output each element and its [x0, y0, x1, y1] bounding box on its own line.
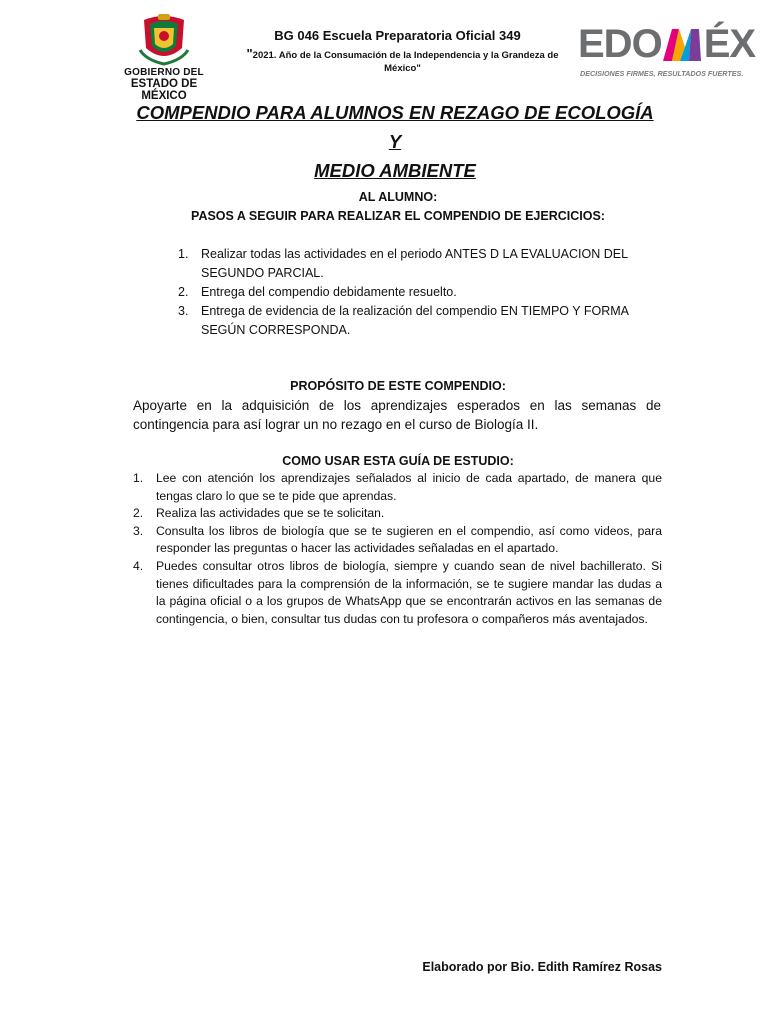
title-line1: COMPENDIO PARA ALUMNOS EN REZAGO DE ECOLOGÍA Y — [136, 102, 654, 152]
instructions-heading-line1: AL ALUMNO: — [358, 190, 438, 204]
document-title — [130, 98, 660, 185]
list-item — [133, 523, 662, 558]
year-motto-text: 2021. Año de la Consumación de la Independencia y la Grandeza de México" — [252, 50, 559, 74]
list-item — [178, 245, 663, 283]
list-item-text: Lee con atención los aprendizajes señalados al inicio de cada apartado, de manera que tengas claro lo que se te pide que aprendas. — [156, 471, 662, 503]
author-credit: Elaborado por Bio. Edith Ramírez Rosas — [422, 960, 662, 974]
guide-list — [133, 470, 662, 628]
list-item — [133, 558, 662, 628]
list-item-number: 2. — [133, 506, 144, 521]
edomex-left-text: EDO — [578, 22, 662, 66]
list-item-text: Entrega de evidencia de la realización del compendio EN TIEMPO Y FORMA SEGÚN CORRESPONDA. — [201, 304, 629, 337]
list-item-number: 3. — [133, 523, 144, 538]
purpose-heading: PROPÓSITO DE ESTE COMPENDIO: — [290, 379, 506, 393]
list-item-number: 1. — [178, 247, 189, 261]
list-item — [178, 302, 663, 340]
title-line2: MEDIO AMBIENTE — [314, 160, 476, 181]
school-name: BG 046 Escuela Preparatoria Oficial 349 — [274, 28, 521, 43]
instructions-heading-line2: PASOS A SEGUIR PARA REALIZAR EL COMPENDIO DE EJERCICIOS: — [191, 209, 605, 223]
edomex-logo — [578, 22, 762, 82]
gov-logo-line2: ESTADO DE MÉXICO — [130, 78, 198, 102]
list-item-text: Puedes consultar otros libros de biología, siempre y cuando sean de nivel bachillerato. Si tienes dificultades para la comprensión de la información, se te sugiere mandar las dudas a la página oficial o a los grupos de WhatsApp que se encontrarán activos en las semanas de contingencia, o bien, consultar tus dudas con tu profesora o compañeros más aventajados. — [156, 558, 662, 626]
list-item-text: Consulta los libros de biología que se te sugieren en el compendio, así como videos, para responder las preguntas o hacer las actividades señaladas en el apartado. — [156, 523, 662, 556]
instructions-heading — [130, 188, 666, 226]
edomex-wordmark — [578, 22, 755, 66]
list-item — [133, 505, 662, 523]
year-motto — [235, 47, 570, 75]
list-item — [178, 283, 663, 302]
gov-logo-line1: GOBIERNO DEL — [124, 67, 204, 78]
gobierno-estado-mexico-logo — [108, 10, 220, 102]
year-quote-mark: " — [246, 46, 253, 61]
list-item-text: Realiza las actividades que se te solicitan. — [156, 506, 385, 521]
list-item-text: Entrega del compendio debidamente resuelto. — [201, 285, 457, 299]
edomex-right-text: ÉX — [703, 22, 756, 66]
guide-heading: COMO USAR ESTA GUÍA DE ESTUDIO: — [282, 454, 514, 468]
edomex-m-icon — [663, 27, 703, 61]
purpose-text: Apoyarte en la adquisición de los aprendizajes esperados en las semanas de contingencia para así lograr un no rezago en el curso de Biología II. — [133, 398, 661, 432]
list-item-text: Realizar todas las actividades en el periodo ANTES D LA EVALUACION DEL SEGUNDO PARCIAL. — [201, 247, 628, 280]
list-item — [133, 470, 662, 505]
list-item-number: 1. — [133, 471, 144, 485]
edomex-tagline: DECISIONES FIRMES, RESULTADOS FUERTES. — [580, 69, 744, 78]
steps-list — [178, 245, 663, 340]
list-item-number: 3. — [178, 304, 189, 318]
school-header — [235, 28, 570, 75]
list-item-number: 4. — [133, 558, 144, 573]
state-coat-of-arms-icon — [136, 10, 192, 66]
list-item-number: 2. — [178, 285, 189, 299]
